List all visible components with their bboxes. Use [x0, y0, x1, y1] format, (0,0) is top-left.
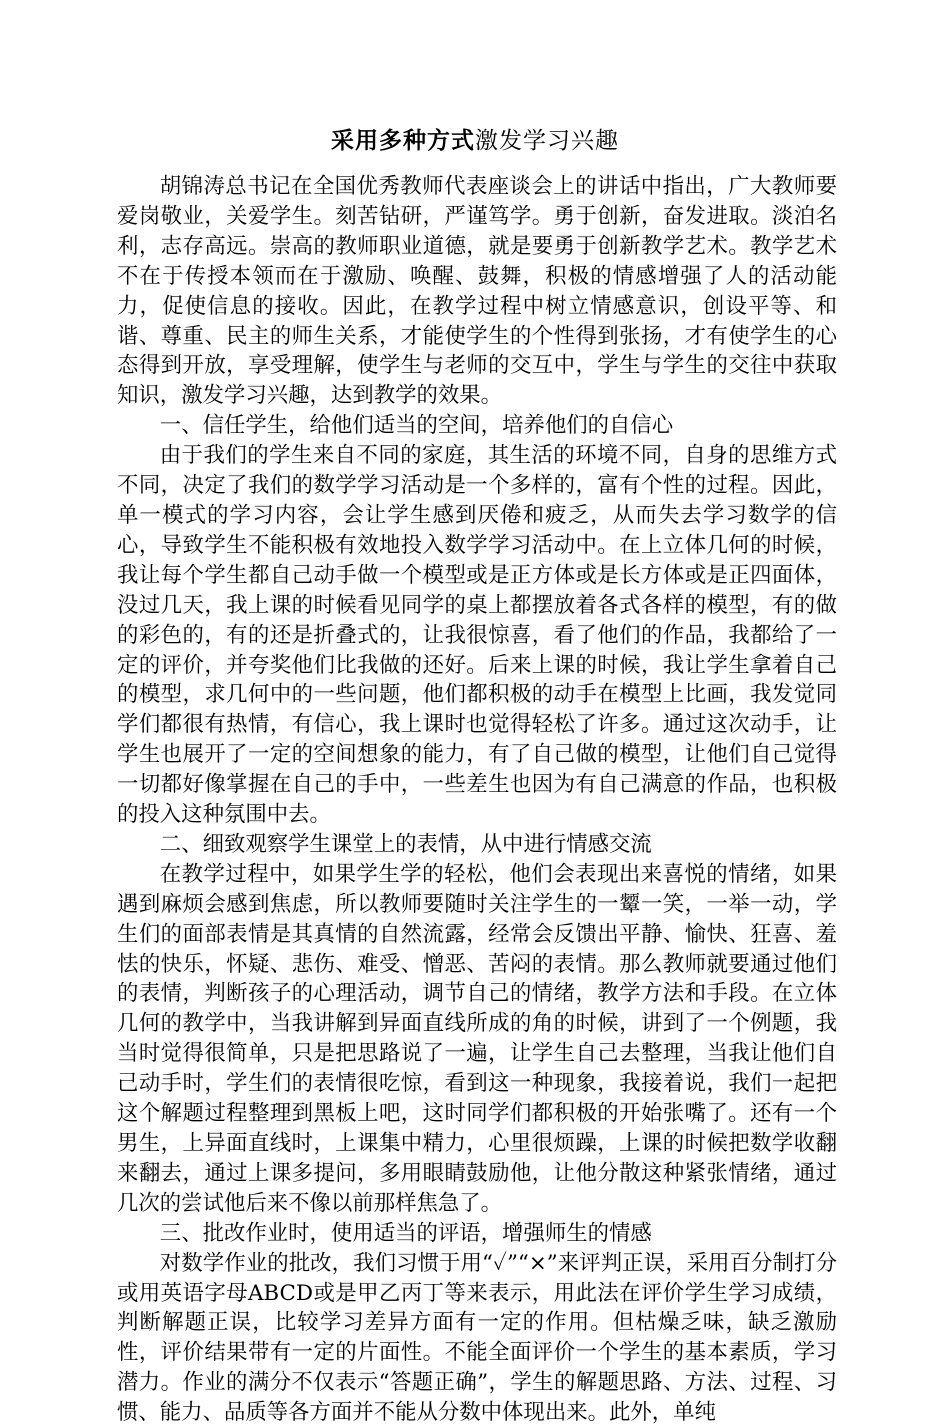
document-title [0, 125, 950, 157]
title-bold-part: 采用多种方式 [331, 127, 475, 154]
section-heading-3: 三、批改作业时，使用适当的评语，增强师生的情感 [159, 1220, 652, 1246]
section-1-paragraph: 由于我们的学生来自不同的家庭，其生活的环境不同，自身的思维方式不同，决定了我们的数学学习活动是一个多样的，富有个性的过程。因此，单一模式的学习内容，会让学生感到厌倦和疲乏，从而失去学习数学的信心，导致学生不能积极有效地投入数学学习活动中。在上立体几何的时候，我让每个学生都自己动手做一个模型或是正方体或是长方体或是正四面体，没过几天，我上课的时候看见同学的桌上都摆放着各式各样的模型，有的做的彩色的，有的还是折叠式的，让我很惊喜，看了他们的作品，我都给了一定的评价，并夸奖他们比我做的还好。后来上课的时候，我让学生拿着自己的模型，求几何中的一些问题，他们都积极的动手在模型上比画，我发觉同学们都很有热情，有信心，我上课时也觉得轻松了许多。通过这次动手，让学生也展开了一定的空间想象的能力，有了自己做的模型，让他们自己觉得一切都好像掌握在自己的手中，一些差生也因为有自己满意的作品，也积极的投入这种氛围中去。 [117, 443, 837, 828]
intro-paragraph: 胡锦涛总书记在全国优秀教师代表座谈会上的讲话中指出，广大教师要爱岗敬业，关爱学生。刻苦钻研，严谨笃学。勇于创新，奋发进取。淡泊名利，志存高远。崇高的教师职业道德，就是要勇于创新教学艺术。教学艺术不在于传授本领而在于激励、唤醒、鼓舞，积极的情感增强了人的活动能力，促使信息的接收。因此，在教学过程中树立情感意识，创设平等、和谐、尊重、民主的师生关系，才能使学生的个性得到张扬，才有使学生的心态得到开放，享受理解，使学生与老师的交互中，学生与学生的交往中获取知识，激发学习兴趣，达到教学的效果。 [117, 174, 837, 409]
section-3-paragraph: 对数学作业的批改，我们习惯于用“✓”“×”来评判正误，采用百分制打分或用英语字母ABCD或是甲乙丙丁等来表示，用此法在评价学生学习成绩，判断解题正误，比较学习差异方面有一定的作用。但枯燥乏味，缺乏激励性，评价结果带有一定的片面性。不能全面评价一个学生的基本素质，学习潜力。作业的满分不仅表示“答题正确”，学生的解题思路、方法、过程、习惯、能力、品质等各方面并不能从分数中体现出来。此外，单纯 [117, 1250, 837, 1426]
section-heading-1: 一、信任学生，给他们适当的空间，培养他们的自信心 [159, 413, 674, 439]
title-regular-part: 激发学习兴趣 [475, 128, 619, 154]
section-2-paragraph: 在教学过程中，如果学生学的轻松，他们会表现出来喜悦的情绪，如果遇到麻烦会感到焦虑，所以教师要随时关注学生的一颦一笑，一举一动，学生们的面部表情是其真情的自然流露，经常会反馈出平静、愉快、狂喜、羞怯的快乐，怀疑、悲伤、难受、憎恶、苦闷的表情。那么教师就要通过他们的表情，判断孩子的心理活动，调节自己的情绪，教学方法和手段。在立体几何的教学中，当我讲解到异面直线所成的角的时候，讲到了一个例题，我当时觉得很简单，只是把思路说了一遍，让学生自己去整理，当我让他们自己动手时，学生们的表情很吃惊，看到这一种现象，我接着说，我们一起把这个解题过程整理到黑板上吧，这时同学们都积极的开始张嘴了。还有一个男生，上异面直线时，上课集中精力，心里很烦躁，上课的时候把数学收翻来翻去，通过上课多提问，多用眼睛鼓励他，让他分散这种紧张情绪，通过几次的尝试他后来不像以前那样焦急了。 [117, 861, 837, 1216]
document-body [117, 172, 837, 1428]
section-heading-2: 二、细致观察学生课堂上的表情，从中进行情感交流 [159, 831, 652, 857]
